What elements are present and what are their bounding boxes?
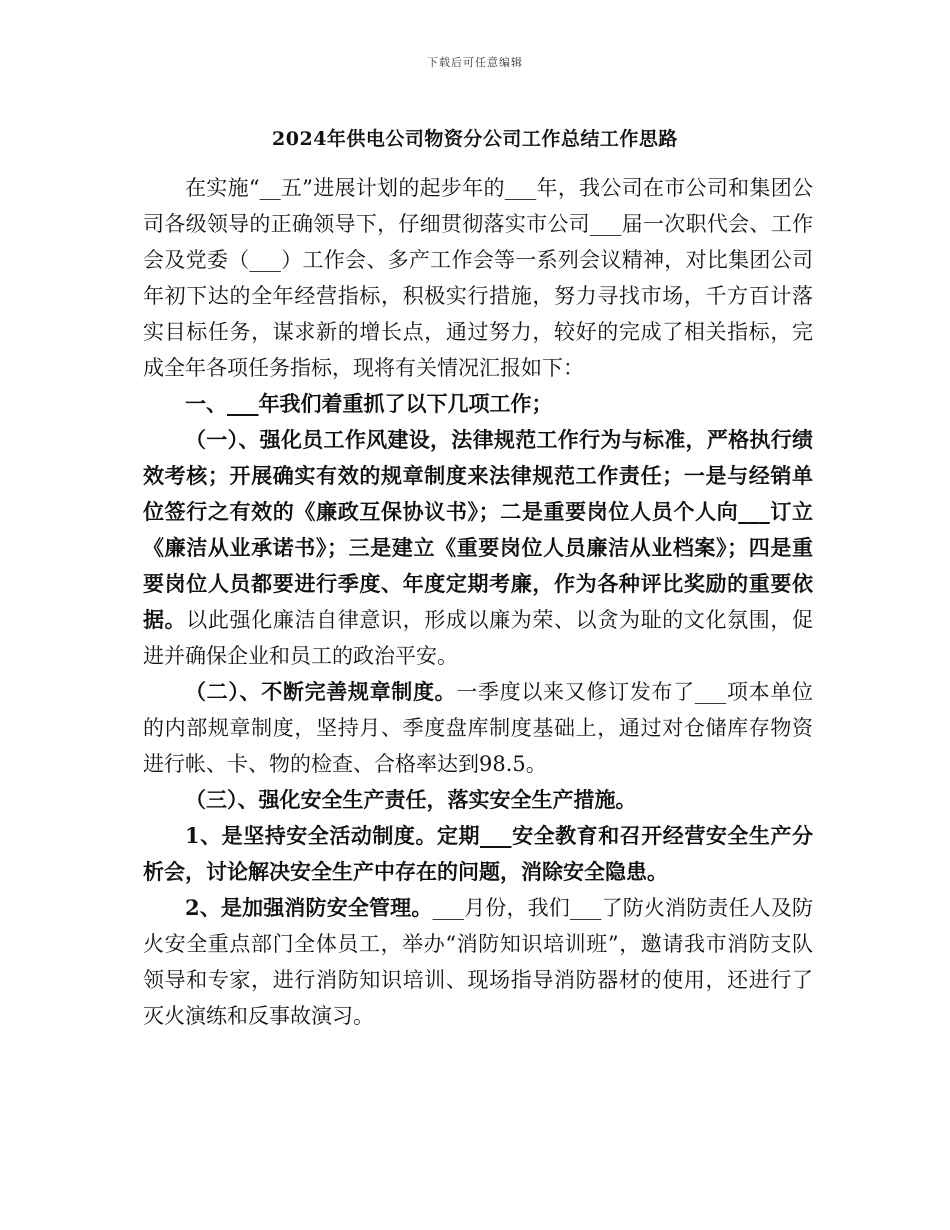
paragraph-bold-text: 一、___年我们着重抓了以下几项工作； bbox=[185, 391, 553, 416]
paragraph-subsection-1 bbox=[143, 422, 813, 674]
section-heading-1 bbox=[143, 386, 813, 422]
paragraph-intro bbox=[143, 170, 813, 386]
paragraph-bold-text: （三）、强化安全生产责任，落实安全生产措施。 bbox=[185, 787, 637, 812]
paragraph-text: 在实施“__五”进展计划的起步年的___年，我公司在市公司和集团公司各级领导的正确领导下，仔细贯彻落实市公司___届一次职代会、工作会及党委（___）工作会、多产工作会等一系列会议精神，对比集团公司年初下达的全年经营指标，积极实行措施，努力寻找市场，千方百计落实目标任务，谋求新的增长点，通过努力，较好的完成了相关指标，完成全年各项任务指标，现将有关情况汇报如下： bbox=[143, 176, 813, 380]
paragraph-item-1 bbox=[143, 818, 813, 890]
document-body bbox=[143, 170, 813, 1034]
page-header: 下载后可任意编辑 bbox=[427, 56, 523, 69]
paragraph-bold-text: 2、是加强消防安全管理。 bbox=[185, 895, 433, 920]
paragraph-text: 以此强化廉洁自律意识，形成以廉为荣、以贪为耻的文化氛围，促进并确保企业和员工的政治平安。 bbox=[143, 608, 814, 668]
paragraph-bold-text: （一）、强化员工作风建设，法律规范工作行为与标准，严格执行绩效考核；开展确实有效的规章制度来法律规范工作责任；一是与经销单位签行之有效的《廉政互保协议书》；二是重要岗位人员个人向___订立《廉洁从业承诺书》；三是建立《重要岗位人员廉洁从业档案》；四是重要岗位人员都要进行季度、年度定期考廉，作为各种评比奖励的重要依据。 bbox=[143, 427, 813, 632]
paragraph-item-2 bbox=[143, 890, 813, 1034]
paragraph-subsection-2 bbox=[143, 674, 813, 782]
paragraph-text: ___月份，我们___了防火消防责任人及防火安全重点部门全体员工，举办“消防知识培训班”，邀请我市消防支队领导和专家，进行消防知识培训、现场指导消防器材的使用，还进行了灭火演练和反事故演习。 bbox=[143, 896, 813, 1028]
paragraph-bold-text: （二）、不断完善规章制度。 bbox=[185, 679, 457, 704]
paragraph-bold-text: 1、是坚持安全活动制度。定期___安全教育和召开经营安全生产分析会，讨论解决安全生产中存在的问题，消除安全隐患。 bbox=[143, 823, 813, 884]
document-title: 2024年供电公司物资分公司工作总结工作思路 bbox=[272, 128, 678, 150]
paragraph-subsection-3 bbox=[143, 782, 813, 818]
paragraph-text: 一季度以来又修订发布了___项本单位的内部规章制度，坚持月、季度盘库制度基础上，通过对仓储库存物资进行帐、卡、物的检查、合格率达到98.5。 bbox=[143, 680, 814, 776]
